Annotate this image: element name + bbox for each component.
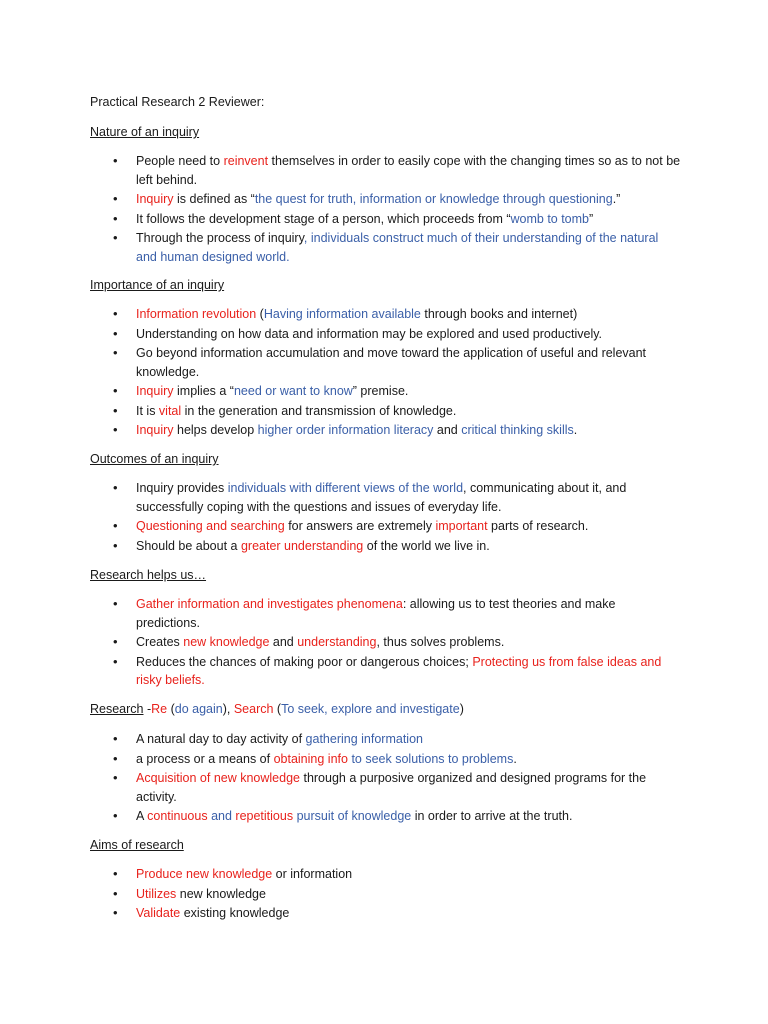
list-item: • Gather information and investigates phenomena: allowing us to test theories and make predictions. [0,595,682,632]
list-item: • a process or a means of obtaining info to seek solutions to problems. [0,750,682,769]
list-item: • Utilizes new knowledge [0,885,682,904]
list-item: • Questioning and searching for answers are extremely important parts of research. [0,517,682,536]
heading-research-helps-us: Research helps us… [90,568,207,582]
list-item: • Through the process of inquiry, individuals construct much of their understanding of the natural and human designed world. [0,229,682,266]
list-item: • Inquiry helps develop higher order information literacy and critical thinking skills. [0,421,682,440]
list-research-definition [0,730,768,827]
list-outcomes-of-inquiry [0,479,768,556]
heading-aims-of-research: Aims of research [90,838,184,852]
list-item: • Validate existing knowledge [0,904,682,923]
list-item: • Information revolution (Having information available through books and internet) [0,305,682,324]
list-item: • Produce new knowledge or information [0,865,682,884]
list-research-helps-us [0,595,768,691]
list-item: • Understanding on how data and information may be explored and used productively. [0,325,682,344]
list-item: • A continuous and repetitious pursuit of knowledge in order to arrive at the truth. [0,807,682,826]
list-nature-of-inquiry [0,152,768,267]
list-item: • It is vital in the generation and transmission of knowledge. [0,402,682,421]
list-item: • A natural day to day activity of gathering information [0,730,682,749]
list-importance-of-inquiry [0,305,768,441]
heading-outcomes-of-inquiry: Outcomes of an inquiry [90,452,219,466]
list-item: • Acquisition of new knowledge through a purposive organized and designed programs for the activity. [0,769,682,806]
list-item: • Reduces the chances of making poor or dangerous choices; Protecting us from false ideas and risky beliefs. [0,653,682,690]
heading-importance-of-inquiry: Importance of an inquiry [90,278,225,292]
document-title: Practical Research 2 Reviewer: [90,95,265,109]
list-item: • Should be about a greater understanding of the world we live in. [0,537,682,556]
list-aims-of-research [0,865,768,924]
list-item: • Inquiry implies a “need or want to know” premise. [0,382,682,401]
list-item: • It follows the development stage of a person, which proceeds from “womb to tomb” [0,210,682,229]
list-item: • Inquiry is defined as “the quest for truth, information or knowledge through questioning.” [0,190,682,209]
heading-nature-of-inquiry: Nature of an inquiry [90,125,200,139]
list-item: • Go beyond information accumulation and move toward the application of useful and relevant knowledge. [0,344,682,381]
heading-research-definition: Research -Re (do again), Search (To seek, explore and investigate) [90,702,464,716]
list-item: • People need to reinvent themselves in order to easily cope with the changing times so as to not be left behind. [0,152,682,189]
list-item: • Inquiry provides individuals with different views of the world, communicating about it, and successfully coping with the questions and issues of everyday life. [0,479,682,516]
list-item: • Creates new knowledge and understanding, thus solves problems. [0,633,682,652]
